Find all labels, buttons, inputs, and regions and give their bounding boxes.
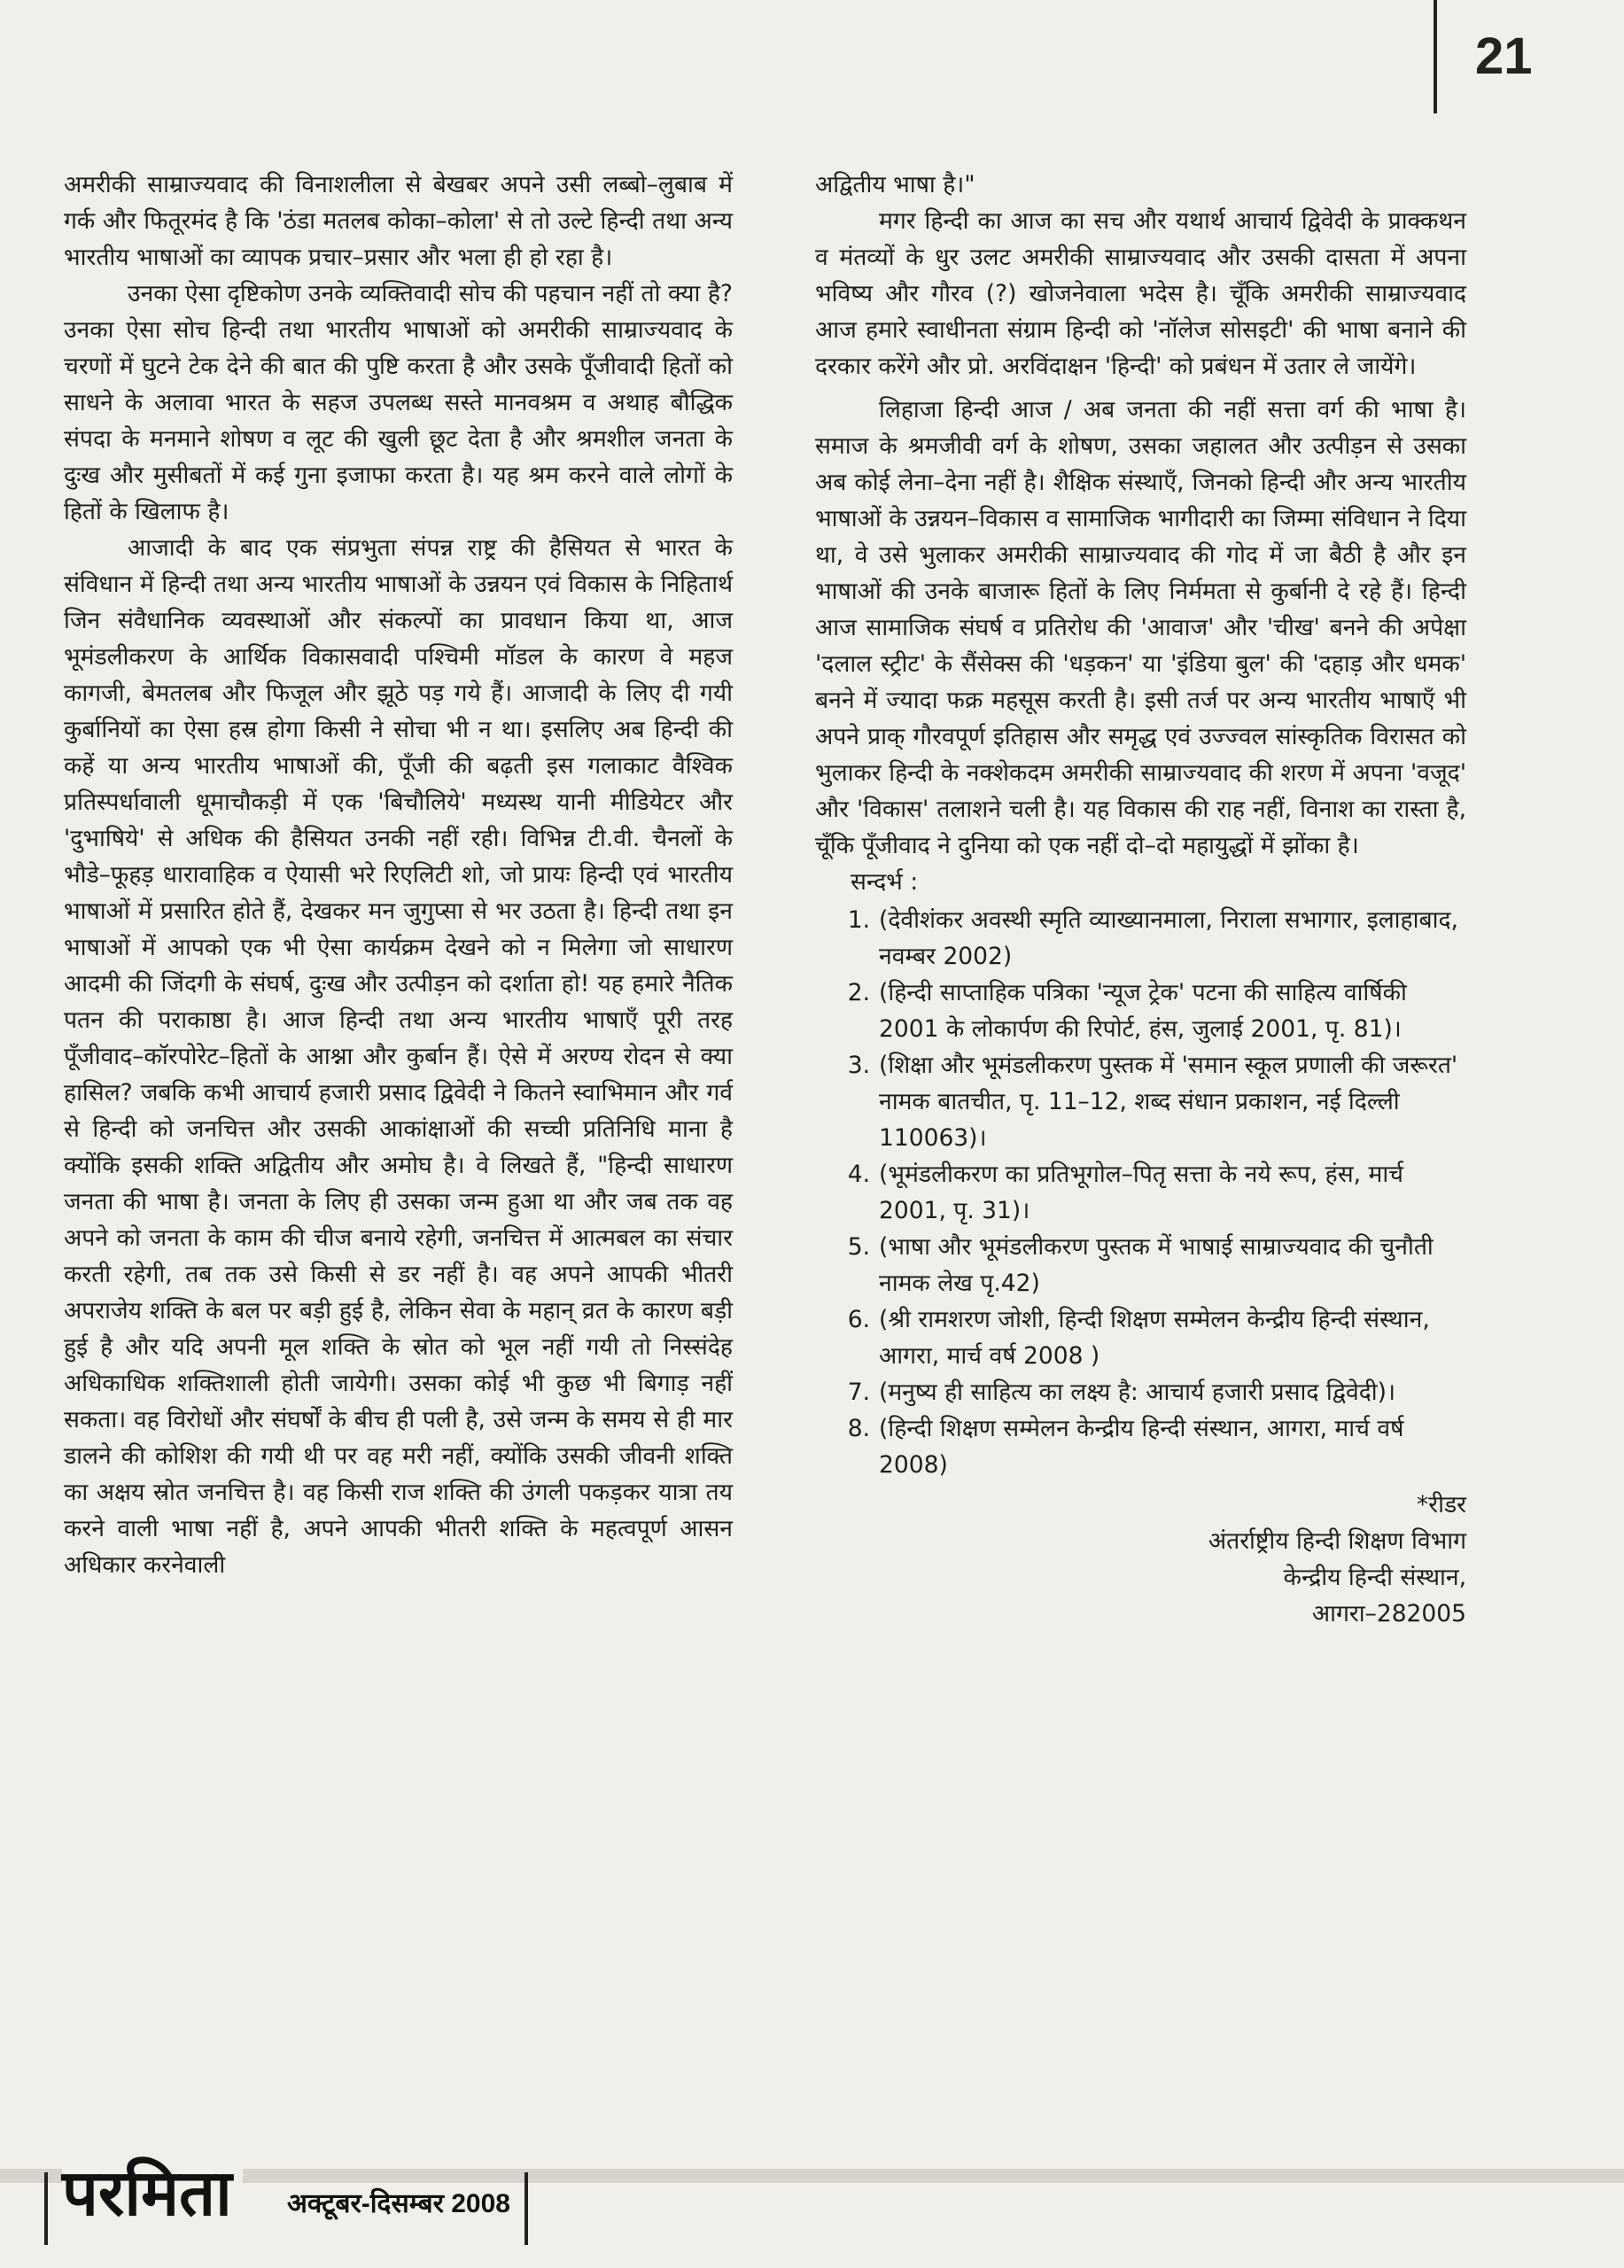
reference-number: 1.: [847, 906, 870, 934]
paragraph: उनका ऐसा दृष्टिकोण उनके व्यक्तिवादी सोच की पहचान नहीं तो क्या है? उनका ऐसा सोच हिन्दी तथा भारतीय भाषाओं को अमरीकी साम्राज्यवाद के चरणों में घुटने टेक देने की बात की पुष्टि करता है और उसके पूँजीवादी हितों को साधने के अलावा भारत के सहज उपलब्ध सस्ते मानवश्रम व अथाह बौद्धिक संपदा के मनमाने शोषण व लूट की खुली छूट देता है और श्रमशील जनता के दुःख और मुसीबतों में कई गुना इजाफा करता है। यह श्रम करने वाले लोगों के हितों के खिलाफ है।: [64, 280, 733, 525]
left-column: [64, 167, 733, 1583]
reference-item: [815, 902, 1466, 975]
page-number-rule: [1434, 0, 1437, 113]
paragraph: आजादी के बाद एक संप्रभुता संपन्न राष्ट्र की हैसियत से भारत के संविधान में हिन्दी तथा अन्य भारतीय भाषाओं के उन्नयन एवं विकास के निहितार्थ जिन संवैधानिक व्यवस्थाओं और संकल्पों का प्रावधान किया था, आज भूमंडलीकरण के आर्थिक विकासवादी पश्चिमी मॉडल के कारण वे महज कागजी, बेमतलब और फिजूल और झूठे पड़ गये हैं। आजादी के लिए दी गयी कुर्बानियों का ऐसा हस्र होगा किसी ने सोचा भी न था। इसलिए अब हिन्दी की कहें या अन्य भारतीय भाषाओं की, पूँजी की बढ़ती इस गलाकाट वैश्विक प्रतिस्पर्धावाली धूमाचौकड़ी में एक 'बिचौलिये' मध्यस्थ यानी मीडियेटर और 'दुभाषिये' से अधिक की हैसियत उनकी नहीं रही। विभिन्न टी.वी. चैनलों के भौडे–फूहड़ धारावाहिक व ऐयासी भरे रिएलिटी शो, जो प्रायः हिन्दी एवं भारतीय भाषाओं में प्रसारित होते हैं, देखकर मन जुगुप्सा से भर उठता है। हिन्दी तथा इन भाषाओं में आपको एक भी ऐसा कार्यक्रम देखने को न मिलेगा जो साधारण आदमी की जिंदगी के संघर्ष, दुःख और उत्पीड़न को दर्शाता हो! यह हमारे नैतिक पतन की पराकाष्ठा है। आज हिन्दी तथा अन्य भारतीय भाषाएँ पूरी तरह पूँजीवाद–कॉरपोरेट–हितों के आश्ना और कुर्बान हैं। ऐसे में अरण्य रोदन से क्या हासिल? जबकि कभी आचार्य हजारी प्रसाद द्विवेदी ने कितने स्वाभिमान और गर्व से हिन्दी को जनचित्त और उसकी आकांक्षाओं की सच्ची प्रतिनिधि माना है क्योंकि इसकी शक्ति अद्वितीय और अमोघ है। वे लिखते हैं, "हिन्दी साधारण जनता की भाषा है। जनता के लिए ही उसका जन्म हुआ था और जब तक वह अपने को जनता के काम की चीज बनाये रहेगी, जनचित्त में आत्मबल का संचार करती रहेगी, तब तक उसे किसी से डर नहीं है। वह अपने आपकी भीतरी अपराजेय शक्ति के बल पर बड़ी हुई है, लेकिन सेवा के महान् व्रत के कारण बड़ी हुई है और यदि अपनी मूल शक्ति के स्रोत को भूल नहीं गयी तो निस्संदेह अधिकाधिक शक्तिशाली होती जायेगी। उसका कोई भी कुछ भी बिगाड़ नहीं सकता। वह विरोधों और संघर्षों के बीच ही पली है, उसे जन्म के समय से ही मार डालने की कोशिश की गयी थी पर वह मरी नहीं, क्योंकि उसकी जीवनी शक्ति का अक्षय स्रोत जनचित्त है। वह किसी राज शक्ति की उंगली पकड़कर यात्रा तय करने वाली भाषा नहीं है, अपने आपकी भीतरी शक्ति के महत्वपूर्ण आसन अधिकार करनेवाली: [64, 534, 733, 1579]
reference-item: [815, 1301, 1466, 1374]
reference-text: (हिन्दी साप्ताहिक पत्रिका 'न्यूज ट्रेक' पटना की साहित्य वार्षिकी 2001 के लोकार्पण की रिपोर्ट, हंस, जुलाई 2001, पृ. 81)।: [879, 979, 1407, 1043]
references-heading: सन्दर्भ :: [851, 868, 919, 896]
reference-text: (भूमंडलीकरण का प्रतिभूगोल–पितृ सत्ता के नये रूप, हंस, मार्च 2001, पृ. 31)।: [879, 1161, 1404, 1224]
paragraph: मगर हिन्दी का आज का सच और यथार्थ आचार्य द्विवेदी के प्राक्कथन व मंतव्यों के धुर उलट अमरीकी साम्राज्यवाद और उसकी दासता में अपना भविष्य और गौरव (?) खोजनेवाला भदेस है। चूँकि अमरीकी साम्राज्यवाद आज हमारे स्वाधीनता संग्राम हिन्दी को 'नॉलेज सोसइटी' की भाषा बनाने की दरकार करेंगे और प्रो. अरविंदाक्षन 'हिन्दी' को प्रबंधन में उतार ले जायेंगे।: [815, 207, 1466, 380]
reference-text: (भाषा और भूमंडलीकरण पुस्तक में भाषाई साम्राज्यवाद की चुनौती नामक लेख पृ.42): [879, 1233, 1434, 1297]
reference-item: [815, 1374, 1466, 1410]
reference-item: [815, 975, 1466, 1047]
reference-item: [815, 1156, 1466, 1229]
issue-date: अक्टूबर-दिसम्बर 2008: [282, 2184, 519, 2220]
reference-text: (मनुष्य ही साहित्य का लक्ष्य है: आचार्य हजारी प्रसाद द्विवेदी)।: [879, 1379, 1396, 1406]
reference-text: (श्री रामशरण जोशी, हिन्दी शिक्षण सम्मेलन केन्द्रीय हिन्दी संस्थान, आगरा, मार्च वर्ष 2008 ): [879, 1306, 1430, 1370]
author-designation: *रीडर: [1417, 1491, 1466, 1518]
reference-text: (शिक्षा और भूमंडलीकरण पुस्तक में 'समान स्कूल प्रणाली की जरूरत' नामक बातचीत, पृ. 11–12, शब्द संधान प्रकाशन, नई दिल्ली 110063)।: [879, 1052, 1458, 1152]
author-city: आगरा–282005: [1311, 1600, 1466, 1627]
reference-item: [815, 1047, 1466, 1156]
paragraph: अद्वितीय भाषा है।": [815, 171, 975, 198]
paragraph: लिहाजा हिन्दी आज / अब जनता की नहीं सत्ता वर्ग की भाषा है। समाज के श्रमजीवी वर्ग के शोषण, उसका जहालत और उत्पीड़न से उसका अब कोई लेना–देना नहीं है। शैक्षिक संस्थाएँ, जिनको हिन्दी और अन्य भारतीय भाषाओं के उन्नयन–विकास व सामाजिक भागीदारी का जिम्मा संविधान ने दिया था, वे उसे भुलाकर अमरीकी साम्राज्यवाद की गोद में जा बैठी है और इन भाषाओं की उनके बाजारू हितों के लिए निर्ममता से कुर्बानी दे रहे हैं। हिन्दी आज सामाजिक संघर्ष व प्रतिरोध की 'आवाज' और 'चीख' बनने की अपेक्षा 'दलाल स्ट्रीट' के सैंसेक्स की 'धड़कन' या 'इंडिया बुल' की 'दहाड़ और धमक' बनने में ज्यादा फक्र महसूस करती है। इसी तर्ज पर अन्य भारतीय भाषाएँ भी अपने प्राक् गौरवपूर्ण इतिहास और समृद्ध एवं उज्ज्वल सांस्कृतिक विरासत को भुलाकर हिन्दी के नक्शेकदम अमरीकी साम्राज्यवाद की शरण में अपना 'वजूद' और 'विकास' तलाशने चली है। यह विकास की राह नहीं, विनाश का रास्ता है, चूँकि पूँजीवाद ने दुनिया को एक नहीं दो–दो महायुद्धों में झोंका है।: [815, 396, 1466, 859]
magazine-title: परमिता: [62, 2153, 243, 2233]
reference-text: (देवीशंकर अवस्थी स्मृति व्याख्यानमाला, निराला सभागार, इलाहाबाद, नवम्बर 2002): [879, 906, 1458, 970]
author-institute: केन्द्रीय हिन्दी संस्थान,: [1283, 1564, 1466, 1591]
reference-number: 6.: [847, 1306, 870, 1333]
page-number: 21: [1475, 27, 1533, 85]
reference-number: 5.: [847, 1233, 870, 1261]
reference-item: [815, 1410, 1466, 1483]
author-department: अंतर्राष्ट्रीय हिन्दी शिक्षण विभाग: [1208, 1527, 1466, 1555]
reference-item: [815, 1229, 1466, 1301]
footer-rule-left: [44, 2172, 48, 2245]
footer-band: [0, 2169, 1624, 2183]
reference-text: (हिन्दी शिक्षण सम्मेलन केन्द्रीय हिन्दी संस्थान, आगरा, मार्च वर्ष 2008): [879, 1415, 1404, 1479]
footer-rule-right: [524, 2172, 528, 2245]
author-affiliation: [815, 1487, 1466, 1632]
reference-number: 3.: [847, 1052, 870, 1079]
references-list: [815, 902, 1466, 1483]
right-column: [815, 167, 1466, 1632]
reference-number: 2.: [847, 979, 870, 1006]
reference-number: 4.: [847, 1161, 870, 1188]
paragraph: अमरीकी साम्राज्यवाद की विनाशलीला से बेखबर अपने उसी लब्बो–लुबाब में गर्क और फितूरमंद है कि 'ठंडा मतलब कोका–कोला' से तो उल्टे हिन्दी तथा अन्य भारतीय भाषाओं का व्यापक प्रचार–प्रसार और भला ही हो रहा है।: [64, 171, 733, 271]
reference-number: 7.: [847, 1379, 870, 1406]
reference-number: 8.: [847, 1415, 870, 1442]
